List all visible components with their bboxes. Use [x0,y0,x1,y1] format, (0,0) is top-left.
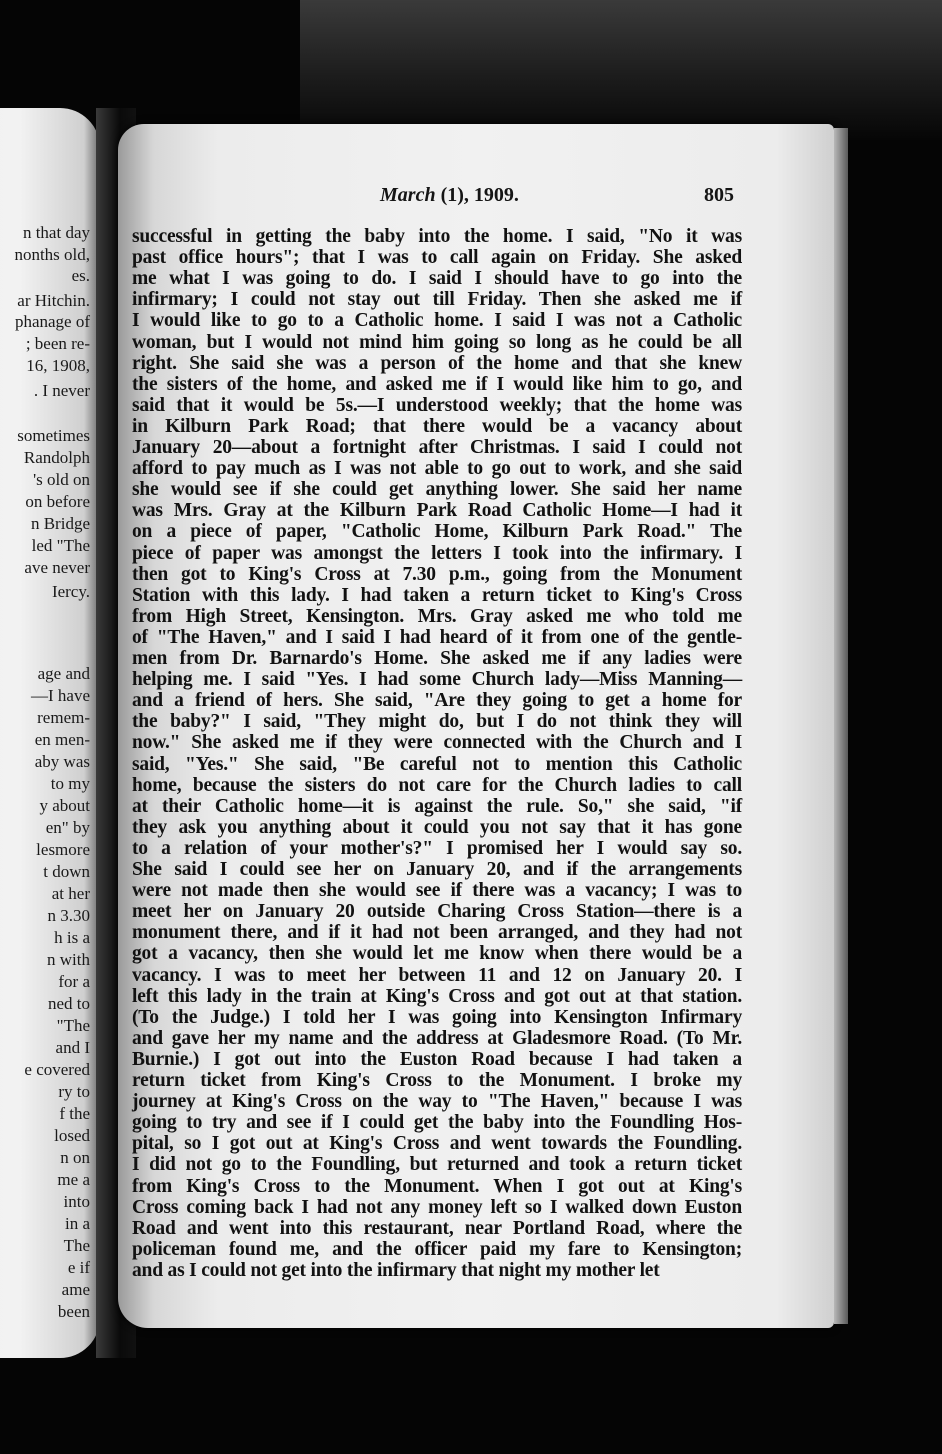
previous-page-line: 's old on [33,470,90,489]
text-line: now." She asked me if they were connected with the Church and I [132,732,742,754]
page-edge [834,128,848,1324]
text-line: then got to King's Cross at 7.30 p.m., going from the Monument [132,563,742,585]
page-number: 805 [704,184,734,206]
text-line: she would see if she could get anything lower. She said her name [132,479,742,501]
text-line: I would like to go to a Catholic home. I said I was not a Catholic [132,310,742,332]
text-line: past office hours"; that I was to call again on Friday. She asked [132,247,742,269]
previous-page-line: h is a [54,928,90,947]
text-line: meet her on January 20 outside Charing Cross Station—there is a [132,901,742,923]
text-line: left this lady in the train at King's Cross and got out at that station. [132,985,742,1007]
running-head-date: (1), 1909. [435,184,519,206]
text-line: afford to pay much as I was not able to go out to work, and she said [132,458,742,480]
previous-page-line: es. [71,266,90,285]
text-line: in Kilburn Park Road; that there would be a vacancy about [132,415,742,437]
previous-page-line: ry to [58,1082,90,1101]
text-line: home, because the sisters do not care for the Church ladies to call [132,774,742,796]
text-line: from King's Cross to the Monument. When I got out at King's [132,1175,742,1197]
previous-page-line: n Bridge [30,514,90,533]
previous-page-line: phanage of [14,312,90,331]
previous-page-line: 16, 1908, [26,356,90,375]
text-line: on a piece of paper, "Catholic Home, Kilburn Park Road." The [132,521,742,543]
previous-page-line: in a [64,1214,90,1233]
text-line: vacancy. I was to meet her between 11 and 12 on January 20. I [132,964,742,986]
text-line: woman, but I would not mind him going so long as he could be all [132,331,742,353]
text-line: said that it would be 5s.—I understood weekly; that the home was [132,394,742,416]
text-line: piece of paper was amongst the letters I took into the infirmary. I [132,542,742,564]
previous-page-line: and I [55,1038,90,1057]
text-line: right. She said she was a person of the home and that she knew [132,352,742,374]
text-line: to a relation of your mother's?" I promised her I would say so. [132,837,742,859]
previous-page-line: t down [43,862,90,881]
running-head-month: March [380,184,436,206]
text-line: Station with this lady. I had taken a return ticket to King's Cross [132,584,742,606]
running-head [380,184,519,207]
previous-page-line: n that day [22,223,90,242]
text-line: Road and went into this restaurant, near Portland Road, where the [132,1217,742,1239]
text-line: She said I could see her on January 20, and if the arrangements [132,859,742,880]
text-line: successful in getting the baby into the home. I said, "No it was [132,226,742,247]
text-line: I did not go to the Foundling, but returned and took a return ticket [132,1154,742,1176]
previous-page-line: led "The [31,536,90,555]
previous-page-line: ame [61,1280,90,1299]
text-line: January 20—about a fortnight after Christmas. I said I could not [132,437,742,458]
text-line: the baby?" I said, "They might do, but I do not think they will [132,711,742,733]
previous-page-line: The [63,1236,90,1255]
previous-page-line: en" by [45,818,90,837]
previous-page-line: for a [58,972,90,991]
previous-page-line: sometimes [17,426,90,445]
text-line: from High Street, Kensington. Mrs. Gray asked me who told me [132,605,742,627]
previous-page-line: en men- [34,730,90,749]
previous-page-line: ned to [47,994,90,1013]
text-line: me what I was going to do. I said I should have to go into the [132,268,742,290]
previous-page-line: ; been re- [25,334,90,353]
previous-page-line: into [63,1192,90,1211]
text-line: men from Dr. Barnardo's Home. She asked me if any ladies were [132,648,742,669]
text-line: infirmary; I could not stay out till Friday. Then she asked me if [132,289,742,311]
text-line: was Mrs. Gray at the Kilburn Park Road Catholic Home—I had it [132,500,742,522]
previous-page-line: e if [67,1258,90,1277]
text-line: they ask you anything about it could you not say that it has gone [132,816,742,838]
text-line: return ticket from King's Cross to the Monument. I broke my [132,1070,742,1091]
text-line: and a friend of hers. She said, "Are they going to get a home for [132,690,742,712]
text-line: monument there, and if it had not been arranged, and they had not [132,922,742,944]
previous-page-line: nonths old, [14,245,90,264]
background-shadow [300,0,942,140]
text-line: helping me. I said "Yes. I had some Church lady—Miss Manning— [132,669,742,691]
text-line: said, "Yes." She said, "Be careful not to mention this Catholic [132,753,742,775]
text-line: (To the Judge.) I told her I was going into Kensington Infirmary [132,1006,742,1028]
text-line: Burnie.) I got out into the Euston Road because I had taken a [132,1048,742,1070]
text-line: got a vacancy, then she would let me know when there would be a [132,943,742,965]
previous-page-line: at her [51,884,90,903]
previous-page-line: remem- [37,708,90,727]
previous-page-line: lesmore [36,840,90,859]
text-line: and as I could not get into the infirmary that night my mother let [132,1259,660,1281]
previous-page-line: n on [60,1148,90,1167]
text-line: and gave her my name and the address at Gladesmore Road. (To Mr. [132,1027,742,1049]
previous-page-line: ar Hitchin. [17,291,90,310]
previous-page-line: y about [39,796,90,815]
previous-page-line: losed [54,1126,90,1145]
text-line: journey at King's Cross on the way to "The Haven," because I was [132,1091,742,1113]
previous-page-line: to my [50,774,90,793]
text-line: pital, so I got out at King's Cross and went towards the Foundling. [132,1133,742,1155]
text-line: the sisters of the home, and asked me if I would like him to go, and [132,373,742,395]
text-line: Cross coming back I had not any money left so I walked down Euston [132,1196,742,1218]
previous-page-line: "The [56,1016,90,1035]
previous-page-line: e covered [24,1060,90,1079]
previous-page-line: been [57,1302,90,1321]
previous-page-line: —I have [30,686,90,705]
previous-page-line: aby was [34,752,90,771]
previous-page-line: f the [59,1104,90,1123]
text-line: at their Catholic home—it is against the rule. So," she said, "if [132,795,742,817]
text-line: policeman found me, and the officer paid my fare to Kensington; [132,1238,742,1260]
previous-page-line: Iercy. [51,582,90,601]
previous-page-line: on before [25,492,90,511]
previous-page-line: Randolph [23,448,90,467]
previous-page-line: . I never [33,381,90,400]
previous-page-line: age and [37,664,90,683]
previous-page-line: n 3.30 [47,906,90,925]
previous-page-line: n with [47,950,90,969]
text-line: were not made then she would see if there was a vacancy; I was to [132,880,742,902]
previous-page-line: me a [57,1170,90,1189]
text-line: of "The Haven," and I said I had heard of it from one of the gentle- [132,626,742,648]
previous-page-line: ave never [24,558,90,577]
previous-page [0,108,100,1358]
text-line: going to try and see if I could get the baby into the Foundling Hos- [132,1112,742,1134]
